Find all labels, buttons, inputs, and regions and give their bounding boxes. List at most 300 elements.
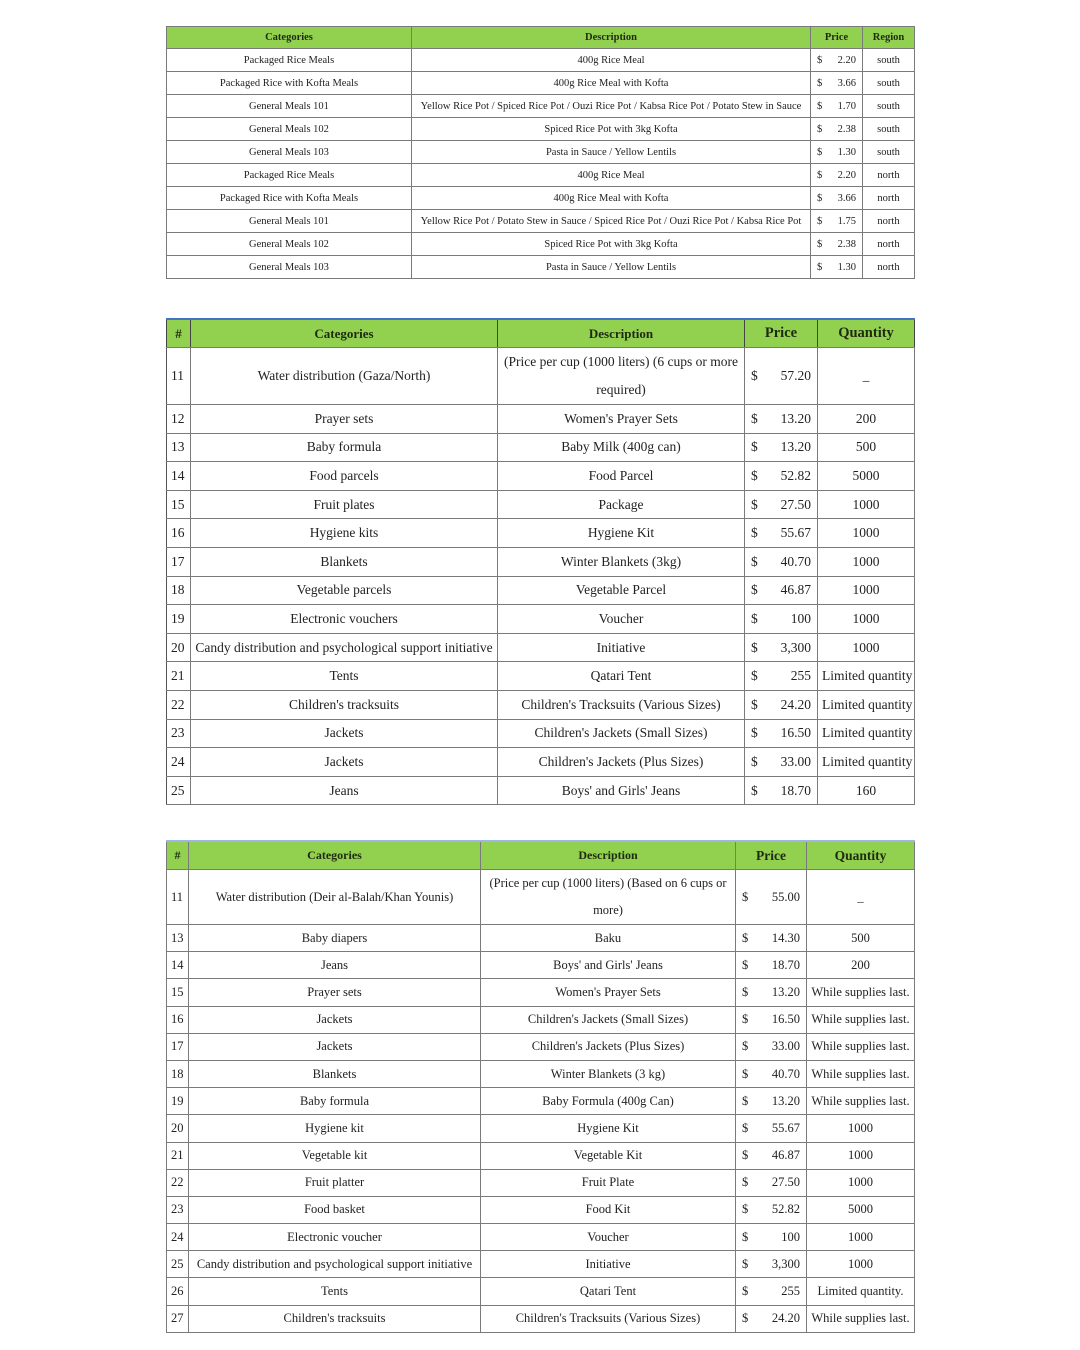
price-value xyxy=(815,101,858,112)
quantity-cell: 500 xyxy=(818,433,915,462)
row-number-cell: 21 xyxy=(167,1142,189,1169)
description-cell: Qatari Tent xyxy=(498,662,745,691)
row-number-cell: 25 xyxy=(167,1251,189,1278)
price-amount: 1.70 xyxy=(837,100,856,112)
price-cell xyxy=(811,256,863,279)
category-cell: Packaged Rice Meals xyxy=(167,164,412,187)
price-value xyxy=(740,985,802,1000)
quantity-cell: _ xyxy=(818,348,915,405)
price-cell xyxy=(811,49,863,72)
price-value xyxy=(815,147,858,158)
price-cell xyxy=(736,1142,807,1169)
header-description: Description xyxy=(412,27,811,49)
description-cell: (Price per cup (1000 liters) (Based on 6 cups or more) xyxy=(481,870,736,925)
table-row xyxy=(167,490,915,519)
description-cell: Baby Milk (400g can) xyxy=(498,433,745,462)
category-cell: Jackets xyxy=(191,748,498,777)
description-cell: Baku xyxy=(481,925,736,952)
price-cell xyxy=(745,348,818,405)
price-amount: 3.66 xyxy=(837,192,856,204)
price-cell xyxy=(736,979,807,1006)
price-cell xyxy=(811,72,863,95)
price-value xyxy=(749,582,813,598)
quantity-cell: While supplies last. xyxy=(807,1088,915,1115)
table-row xyxy=(167,576,915,605)
price-value xyxy=(749,668,813,684)
header-quantity: Quantity xyxy=(818,319,915,348)
quantity-cell: _ xyxy=(807,870,915,925)
table-row xyxy=(167,979,915,1006)
category-cell: Packaged Rice with Kofta Meals xyxy=(167,72,412,95)
region-cell: south xyxy=(863,95,915,118)
price-cell xyxy=(811,233,863,256)
price-cell xyxy=(811,95,863,118)
price-cell xyxy=(745,519,818,548)
header-price: Price xyxy=(811,27,863,49)
price-cell xyxy=(745,490,818,519)
price-cell xyxy=(745,662,818,691)
row-number-cell: 20 xyxy=(167,633,191,662)
quantity-cell: 1000 xyxy=(807,1142,915,1169)
category-cell: Electronic vouchers xyxy=(191,605,498,634)
table-row xyxy=(167,1305,915,1332)
description-cell: Voucher xyxy=(481,1224,736,1251)
price-value xyxy=(740,1121,802,1136)
price-value xyxy=(749,439,813,455)
category-cell: General Meals 102 xyxy=(167,233,412,256)
description-cell: Children's Jackets (Plus Sizes) xyxy=(498,748,745,777)
description-cell: 400g Rice Meal xyxy=(412,49,811,72)
price-cell xyxy=(745,633,818,662)
price-amount: 100 xyxy=(790,610,811,626)
price-value xyxy=(740,958,802,973)
table-row xyxy=(167,348,915,405)
currency-symbol: $ xyxy=(742,1039,749,1054)
price-cell xyxy=(736,1033,807,1060)
description-cell: Winter Blankets (3 kg) xyxy=(481,1060,736,1087)
description-cell: Food Kit xyxy=(481,1196,736,1223)
price-amount: 27.50 xyxy=(771,1175,800,1190)
description-cell: Children's Jackets (Small Sizes) xyxy=(498,719,745,748)
row-number-cell: 21 xyxy=(167,662,191,691)
price-amount: 2.38 xyxy=(837,123,856,135)
currency-symbol: $ xyxy=(742,1311,749,1326)
currency-symbol: $ xyxy=(742,1256,749,1271)
description-cell: Spiced Rice Pot with 3kg Kofta xyxy=(412,118,811,141)
description-cell: (Price per cup (1000 liters) (6 cups or more required) xyxy=(498,348,745,405)
row-number-cell: 25 xyxy=(167,776,191,805)
price-value xyxy=(749,640,813,656)
description-cell: Women's Prayer Sets xyxy=(498,405,745,434)
price-value xyxy=(740,1311,802,1326)
price-amount: 40.70 xyxy=(780,553,811,569)
price-cell xyxy=(745,719,818,748)
table-row xyxy=(167,605,915,634)
quantity-cell: 1000 xyxy=(807,1169,915,1196)
price-amount: 55.67 xyxy=(771,1120,800,1135)
price-cell xyxy=(745,576,818,605)
category-cell: Jackets xyxy=(189,1006,481,1033)
price-amount: 52.82 xyxy=(771,1202,800,1217)
price-cell xyxy=(811,141,863,164)
price-value xyxy=(740,1067,802,1082)
price-amount: 2.20 xyxy=(837,54,856,66)
price-cell xyxy=(745,547,818,576)
currency-symbol: $ xyxy=(817,100,823,112)
table-row xyxy=(167,1251,915,1278)
price-cell xyxy=(745,748,818,777)
price-amount: 2.20 xyxy=(837,169,856,181)
description-cell: Voucher xyxy=(498,605,745,634)
category-cell: Hygiene kits xyxy=(191,519,498,548)
price-cell xyxy=(811,187,863,210)
price-cell xyxy=(745,605,818,634)
currency-symbol: $ xyxy=(817,215,823,227)
header-description: Description xyxy=(498,319,745,348)
description-cell: Vegetable Parcel xyxy=(498,576,745,605)
table-row xyxy=(167,164,915,187)
category-cell: Tents xyxy=(191,662,498,691)
category-cell: Hygiene kit xyxy=(189,1115,481,1142)
price-amount: 16.50 xyxy=(780,725,811,741)
table-row xyxy=(167,1142,915,1169)
currency-symbol: $ xyxy=(751,582,758,598)
table-row xyxy=(167,748,915,777)
row-number-cell: 18 xyxy=(167,576,191,605)
category-cell: Packaged Rice with Kofta Meals xyxy=(167,187,412,210)
description-cell: Children's Jackets (Small Sizes) xyxy=(481,1006,736,1033)
category-cell: Tents xyxy=(189,1278,481,1305)
price-cell xyxy=(736,1006,807,1033)
price-amount: 55.67 xyxy=(780,525,811,541)
table-row xyxy=(167,662,915,691)
quantity-cell: Limited quantity xyxy=(818,662,915,691)
price-amount: 24.20 xyxy=(771,1311,800,1326)
table-row xyxy=(167,1060,915,1087)
row-number-cell: 19 xyxy=(167,605,191,634)
price-cell xyxy=(736,1278,807,1305)
description-cell: Baby Formula (400g Can) xyxy=(481,1088,736,1115)
description-cell: Women's Prayer Sets xyxy=(481,979,736,1006)
price-cell xyxy=(811,210,863,233)
category-cell: Water distribution (Deir al-Balah/Khan Younis) xyxy=(189,870,481,925)
row-number-cell: 14 xyxy=(167,462,191,491)
price-value xyxy=(740,1284,802,1299)
currency-symbol: $ xyxy=(751,696,758,712)
price-cell xyxy=(745,462,818,491)
category-cell: General Meals 103 xyxy=(167,256,412,279)
price-amount: 3,300 xyxy=(771,1256,800,1271)
region-cell: north xyxy=(863,233,915,256)
table-row xyxy=(167,547,915,576)
quantity-cell: While supplies last. xyxy=(807,1060,915,1087)
price-value xyxy=(740,1094,802,1109)
quantity-cell: 1000 xyxy=(807,1224,915,1251)
currency-symbol: $ xyxy=(742,1148,749,1163)
price-amount: 2.38 xyxy=(837,238,856,250)
price-amount: 1.30 xyxy=(837,261,856,273)
row-number-cell: 27 xyxy=(167,1305,189,1332)
table-row xyxy=(167,1196,915,1223)
row-number-cell: 24 xyxy=(167,1224,189,1251)
header-categories: Categories xyxy=(191,319,498,348)
row-number-cell: 23 xyxy=(167,719,191,748)
category-cell: Blankets xyxy=(189,1060,481,1087)
price-value xyxy=(749,725,813,741)
south-table-body xyxy=(167,870,915,1333)
region-cell: south xyxy=(863,141,915,164)
category-cell: Baby formula xyxy=(191,433,498,462)
table-row xyxy=(167,72,915,95)
category-cell: Vegetable parcels xyxy=(191,576,498,605)
description-cell: Winter Blankets (3kg) xyxy=(498,547,745,576)
row-number-cell: 15 xyxy=(167,979,189,1006)
price-amount: 52.82 xyxy=(780,467,811,483)
row-number-cell: 23 xyxy=(167,1196,189,1223)
currency-symbol: $ xyxy=(751,725,758,741)
category-cell: Jackets xyxy=(191,719,498,748)
description-cell: Vegetable Kit xyxy=(481,1142,736,1169)
table-row xyxy=(167,776,915,805)
region-cell: north xyxy=(863,164,915,187)
price-amount: 3,300 xyxy=(780,639,811,655)
table-row xyxy=(167,95,915,118)
row-number-cell: 17 xyxy=(167,547,191,576)
table-row xyxy=(167,1169,915,1196)
table-row xyxy=(167,1224,915,1251)
table-row xyxy=(167,118,915,141)
quantity-cell: 200 xyxy=(807,952,915,979)
header-price: Price xyxy=(745,319,818,348)
price-value xyxy=(740,1257,802,1272)
row-number-cell: 22 xyxy=(167,1169,189,1196)
description-cell: Children's Tracksuits (Various Sizes) xyxy=(481,1305,736,1332)
table-row xyxy=(167,462,915,491)
price-value xyxy=(815,78,858,89)
price-amount: 55.00 xyxy=(771,889,800,904)
quantity-cell: 160 xyxy=(818,776,915,805)
table-row xyxy=(167,952,915,979)
price-value xyxy=(740,931,802,946)
price-amount: 1.75 xyxy=(837,215,856,227)
table-row xyxy=(167,187,915,210)
region-cell: south xyxy=(863,49,915,72)
price-amount: 27.50 xyxy=(780,496,811,512)
region-cell: south xyxy=(863,72,915,95)
description-cell: Yellow Rice Pot / Potato Stew in Sauce / Spiced Rice Pot / Ouzi Rice Pot / Kabsa Rice Pot xyxy=(412,210,811,233)
description-cell: Initiative xyxy=(498,633,745,662)
row-number-cell: 22 xyxy=(167,690,191,719)
description-cell: Children's Jackets (Plus Sizes) xyxy=(481,1033,736,1060)
price-amount: 33.00 xyxy=(771,1039,800,1054)
price-value xyxy=(749,783,813,799)
price-cell xyxy=(736,1115,807,1142)
quantity-cell: 1000 xyxy=(818,576,915,605)
price-cell xyxy=(736,1305,807,1332)
category-cell: Water distribution (Gaza/North) xyxy=(191,348,498,405)
price-cell xyxy=(736,952,807,979)
region-cell: north xyxy=(863,210,915,233)
price-amount: 13.20 xyxy=(780,410,811,426)
description-cell: Yellow Rice Pot / Spiced Rice Pot / Ouzi Rice Pot / Kabsa Rice Pot / Potato Stew in Sauce xyxy=(412,95,811,118)
quantity-cell: While supplies last. xyxy=(807,979,915,1006)
currency-symbol: $ xyxy=(817,238,823,250)
category-cell: Baby formula xyxy=(189,1088,481,1115)
description-cell: Pasta in Sauce / Yellow Lentils xyxy=(412,256,811,279)
table-row xyxy=(167,519,915,548)
price-value xyxy=(749,754,813,770)
quantity-cell: While supplies last. xyxy=(807,1006,915,1033)
price-value xyxy=(815,124,858,135)
price-value xyxy=(815,262,858,273)
currency-symbol: $ xyxy=(751,668,758,684)
price-amount: 14.30 xyxy=(771,930,800,945)
price-value xyxy=(740,1175,802,1190)
currency-symbol: $ xyxy=(751,525,758,541)
price-value xyxy=(815,239,858,250)
quantity-cell: 1000 xyxy=(807,1251,915,1278)
price-cell xyxy=(736,1060,807,1087)
price-value xyxy=(815,193,858,204)
currency-symbol: $ xyxy=(742,1093,749,1108)
price-amount: 57.20 xyxy=(780,368,811,383)
price-value xyxy=(749,697,813,713)
category-cell: Jeans xyxy=(191,776,498,805)
row-number-cell: 18 xyxy=(167,1060,189,1087)
price-amount: 13.20 xyxy=(771,1093,800,1108)
table-row xyxy=(167,1088,915,1115)
price-value xyxy=(815,216,858,227)
category-cell: Jeans xyxy=(189,952,481,979)
price-amount: 3.66 xyxy=(837,77,856,89)
quantity-cell: While supplies last. xyxy=(807,1305,915,1332)
currency-symbol: $ xyxy=(751,782,758,798)
currency-symbol: $ xyxy=(742,1012,749,1027)
header-number: # xyxy=(167,841,189,870)
description-cell: Boys' and Girls' Jeans xyxy=(481,952,736,979)
currency-symbol: $ xyxy=(751,439,758,455)
description-cell: Package xyxy=(498,490,745,519)
currency-symbol: $ xyxy=(742,1202,749,1217)
price-cell xyxy=(745,690,818,719)
table-header-row xyxy=(167,319,915,348)
table-row xyxy=(167,719,915,748)
price-value xyxy=(749,525,813,541)
currency-symbol: $ xyxy=(817,146,823,158)
price-value xyxy=(740,1202,802,1217)
currency-symbol: $ xyxy=(817,261,823,273)
currency-symbol: $ xyxy=(817,123,823,135)
currency-symbol: $ xyxy=(751,610,758,626)
row-number-cell: 13 xyxy=(167,433,191,462)
quantity-cell: 1000 xyxy=(818,490,915,519)
table-header-row xyxy=(167,27,915,49)
header-number: # xyxy=(167,319,191,348)
price-amount: 40.70 xyxy=(771,1066,800,1081)
price-value xyxy=(749,497,813,513)
row-number-cell: 12 xyxy=(167,405,191,434)
meals-table-body xyxy=(167,49,915,279)
north-items-table xyxy=(166,318,915,805)
header-region: Region xyxy=(863,27,915,49)
price-cell xyxy=(811,164,863,187)
row-number-cell: 26 xyxy=(167,1278,189,1305)
table-row xyxy=(167,870,915,925)
table-row xyxy=(167,1115,915,1142)
quantity-cell: Limited quantity xyxy=(818,719,915,748)
currency-symbol: $ xyxy=(751,496,758,512)
row-number-cell: 11 xyxy=(167,870,189,925)
price-cell xyxy=(736,1169,807,1196)
category-cell: Prayer sets xyxy=(189,979,481,1006)
quantity-cell: 200 xyxy=(818,405,915,434)
table-row xyxy=(167,690,915,719)
currency-symbol: $ xyxy=(742,1066,749,1081)
price-value xyxy=(740,1039,802,1054)
currency-symbol: $ xyxy=(751,639,758,655)
quantity-cell: 1000 xyxy=(818,633,915,662)
table-header-row xyxy=(167,841,915,870)
price-amount: 255 xyxy=(781,1284,800,1299)
currency-symbol: $ xyxy=(751,467,758,483)
price-amount: 13.20 xyxy=(771,984,800,999)
category-cell: Blankets xyxy=(191,547,498,576)
price-cell xyxy=(736,1224,807,1251)
quantity-cell: Limited quantity. xyxy=(807,1278,915,1305)
price-cell xyxy=(811,118,863,141)
quantity-cell: Limited quantity xyxy=(818,748,915,777)
price-amount: 18.70 xyxy=(771,957,800,972)
north-table-body xyxy=(167,348,915,805)
category-cell: Prayer sets xyxy=(191,405,498,434)
quantity-cell: 5000 xyxy=(818,462,915,491)
table-row xyxy=(167,49,915,72)
currency-symbol: $ xyxy=(751,410,758,426)
table-row xyxy=(167,433,915,462)
description-cell: Qatari Tent xyxy=(481,1278,736,1305)
currency-symbol: $ xyxy=(817,54,823,66)
description-cell: 400g Rice Meal with Kofta xyxy=(412,72,811,95)
category-cell: General Meals 103 xyxy=(167,141,412,164)
price-amount: 255 xyxy=(790,668,811,684)
table-row xyxy=(167,210,915,233)
price-cell xyxy=(736,1088,807,1115)
meals-price-table xyxy=(166,26,915,279)
category-cell: Baby diapers xyxy=(189,925,481,952)
price-value xyxy=(740,1148,802,1163)
row-number-cell: 17 xyxy=(167,1033,189,1060)
header-price: Price xyxy=(736,841,807,870)
row-number-cell: 11 xyxy=(167,348,191,405)
category-cell: Candy distribution and psychological support initiative xyxy=(189,1251,481,1278)
description-cell: Initiative xyxy=(481,1251,736,1278)
category-cell: Food basket xyxy=(189,1196,481,1223)
table-row xyxy=(167,233,915,256)
description-cell: 400g Rice Meal with Kofta xyxy=(412,187,811,210)
price-amount: 1.30 xyxy=(837,146,856,158)
quantity-cell: While supplies last. xyxy=(807,1033,915,1060)
currency-symbol: $ xyxy=(742,1175,749,1190)
price-value xyxy=(749,368,813,384)
header-categories: Categories xyxy=(167,27,412,49)
quantity-cell: 1000 xyxy=(807,1115,915,1142)
currency-symbol: $ xyxy=(751,368,758,383)
price-cell xyxy=(745,405,818,434)
currency-symbol: $ xyxy=(817,77,823,89)
row-number-cell: 20 xyxy=(167,1115,189,1142)
region-cell: north xyxy=(863,256,915,279)
price-amount: 13.20 xyxy=(780,439,811,455)
